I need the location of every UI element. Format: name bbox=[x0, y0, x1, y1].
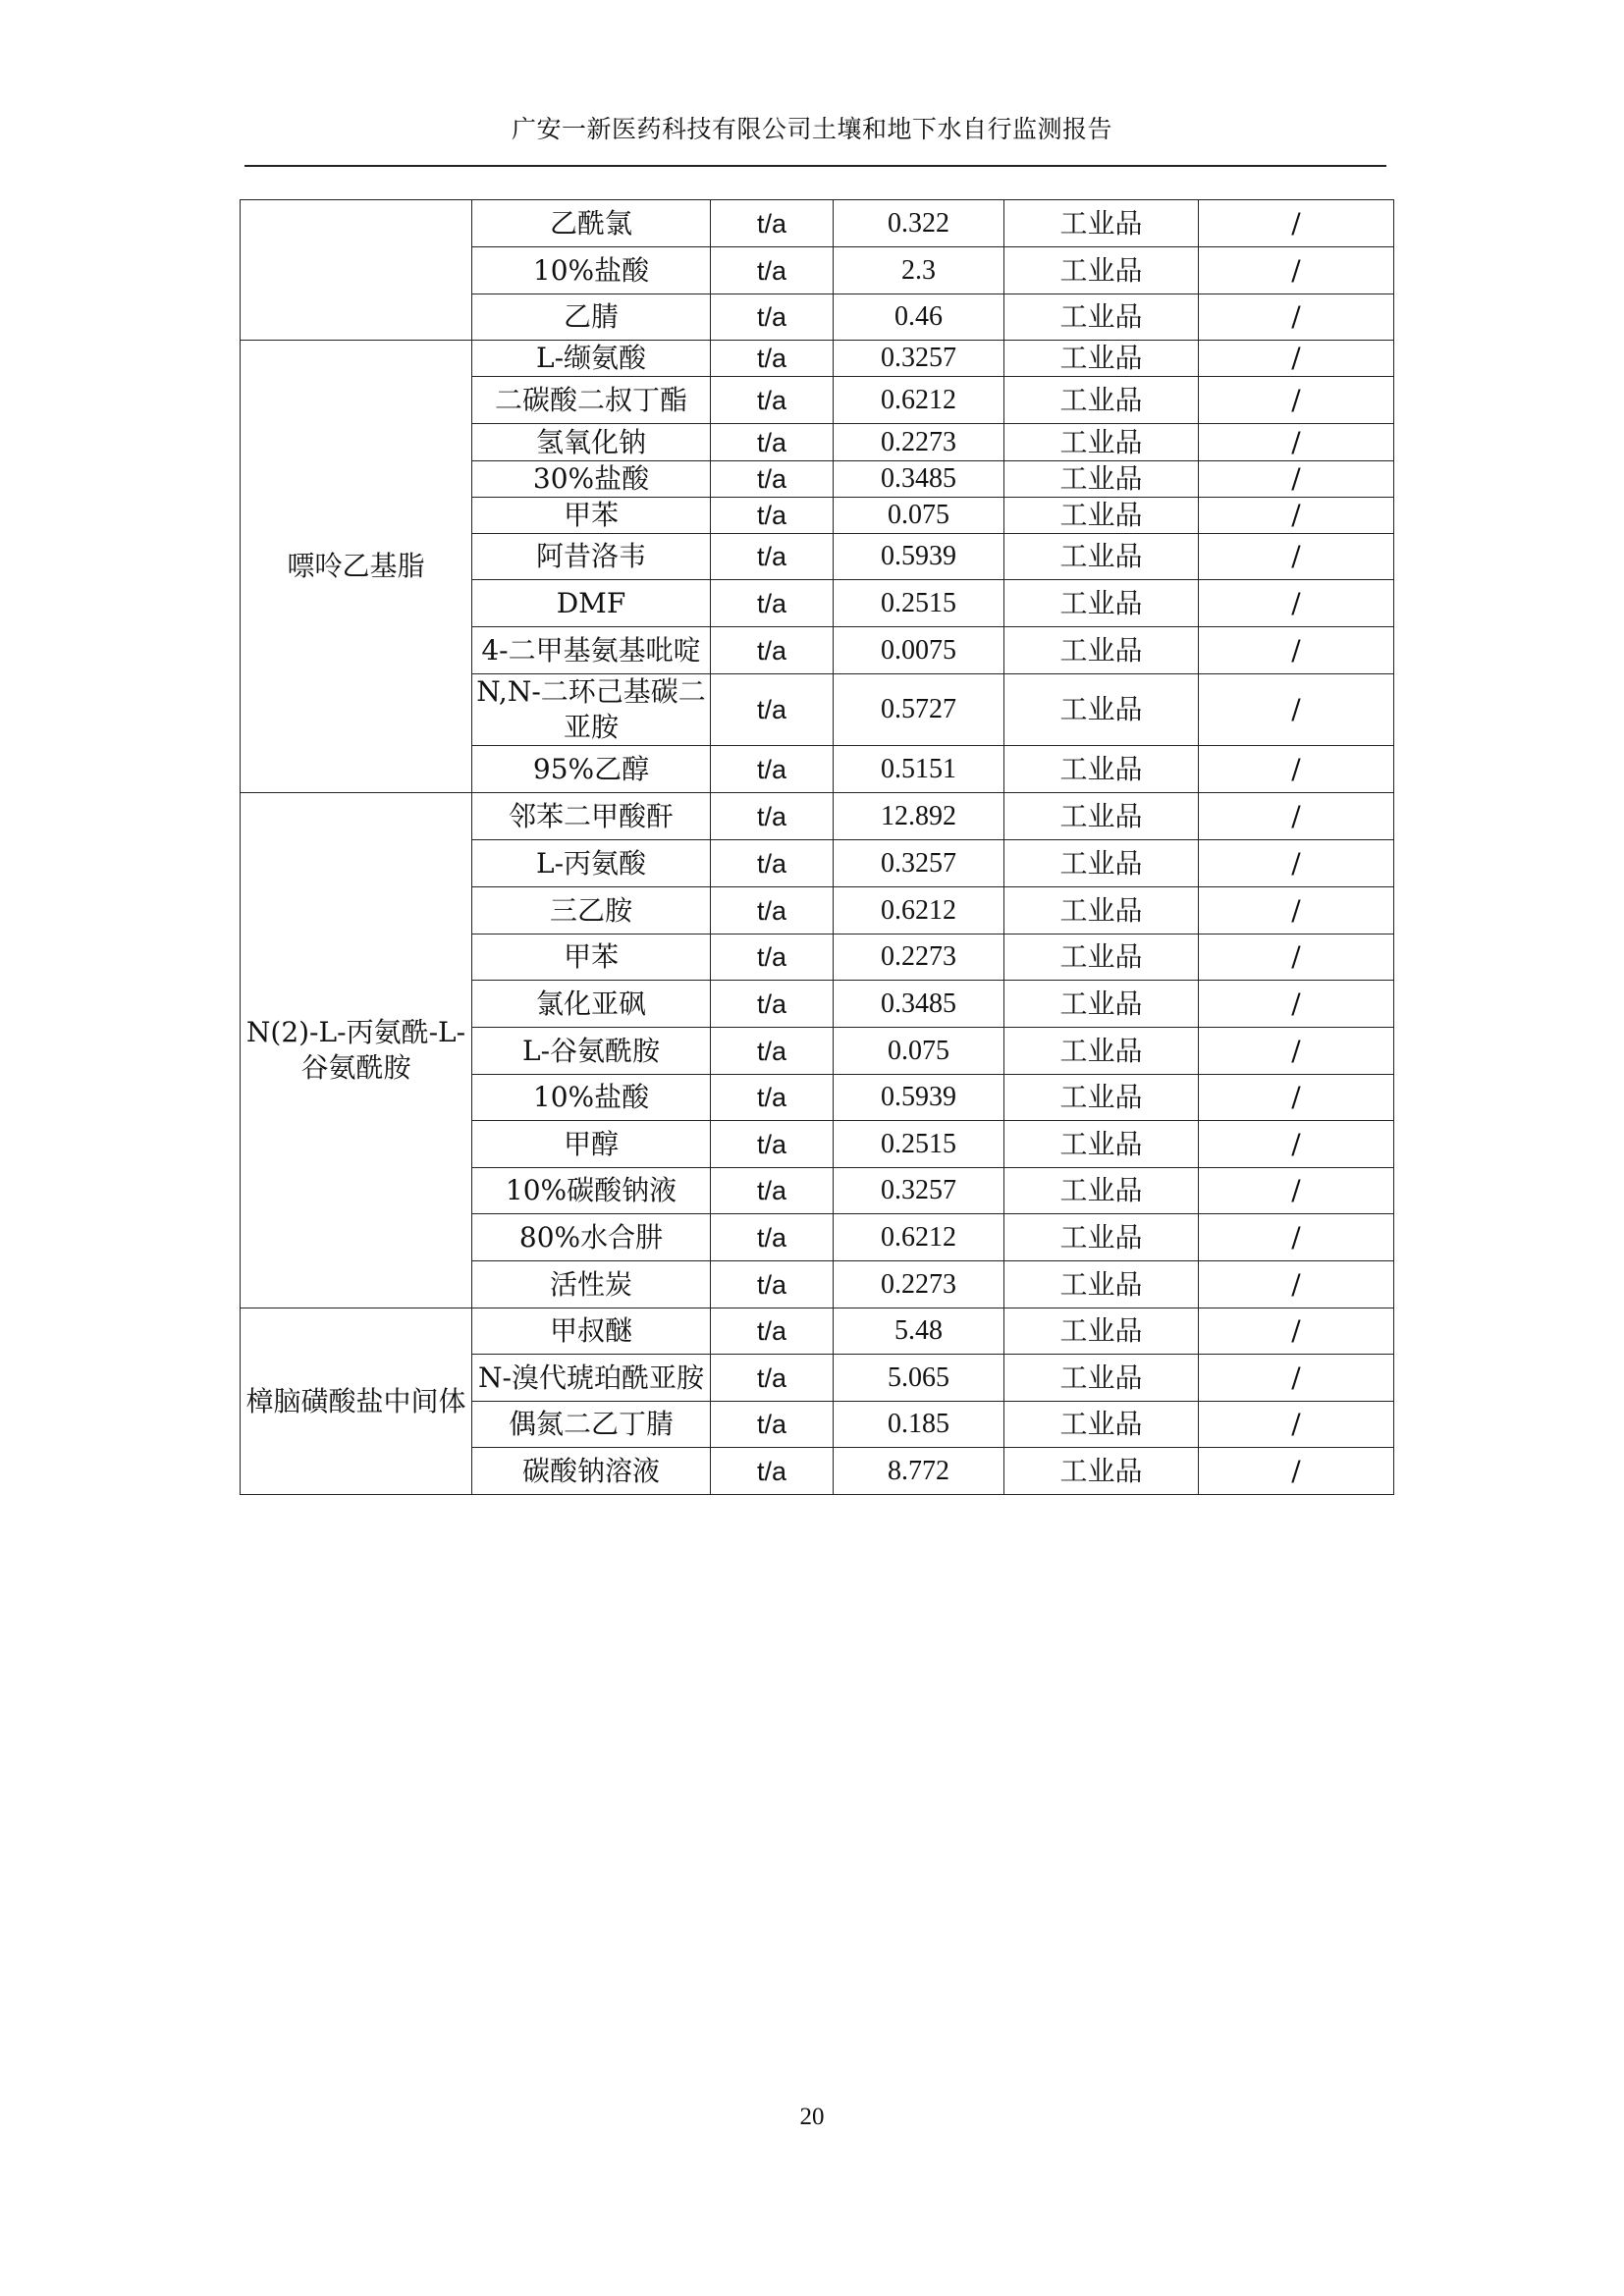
note-cell: / bbox=[1199, 934, 1394, 981]
grade-cell: 工业品 bbox=[1004, 1121, 1199, 1168]
unit-cell: t/a bbox=[711, 377, 834, 424]
amount-cell: 5.065 bbox=[834, 1355, 1004, 1402]
product-name-cell: 嘌呤乙基脂 bbox=[241, 341, 472, 793]
material-name-cell: 甲苯 bbox=[472, 934, 711, 981]
material-name-cell: N,N-二环己基碳二亚胺 bbox=[472, 674, 711, 746]
grade-cell: 工业品 bbox=[1004, 1214, 1199, 1261]
note-cell: / bbox=[1199, 887, 1394, 934]
unit-cell: t/a bbox=[711, 498, 834, 534]
unit-cell: t/a bbox=[711, 580, 834, 627]
material-name-cell: N-溴代琥珀酰亚胺 bbox=[472, 1355, 711, 1402]
header-divider bbox=[244, 165, 1386, 167]
note-cell: / bbox=[1199, 1214, 1394, 1261]
amount-cell: 0.5151 bbox=[834, 746, 1004, 793]
material-name-cell: 邻苯二甲酸酐 bbox=[472, 793, 711, 840]
unit-cell: t/a bbox=[711, 746, 834, 793]
amount-cell: 0.2273 bbox=[834, 424, 1004, 461]
note-cell: / bbox=[1199, 294, 1394, 341]
amount-cell: 0.46 bbox=[834, 294, 1004, 341]
table-row bbox=[241, 341, 1394, 377]
grade-cell: 工业品 bbox=[1004, 1075, 1199, 1121]
material-name-cell: 10%盐酸 bbox=[472, 1075, 711, 1121]
material-name-cell: 二碳酸二叔丁酯 bbox=[472, 377, 711, 424]
amount-cell: 0.3485 bbox=[834, 981, 1004, 1028]
unit-cell: t/a bbox=[711, 627, 834, 674]
amount-cell: 0.6212 bbox=[834, 1214, 1004, 1261]
note-cell: / bbox=[1199, 424, 1394, 461]
unit-cell: t/a bbox=[711, 793, 834, 840]
product-name-cell: 樟脑磺酸盐中间体 bbox=[241, 1308, 472, 1495]
amount-cell: 0.3257 bbox=[834, 840, 1004, 887]
amount-cell: 0.3485 bbox=[834, 461, 1004, 498]
note-cell: / bbox=[1199, 1261, 1394, 1308]
grade-cell: 工业品 bbox=[1004, 534, 1199, 580]
material-name-cell: 偶氮二乙丁腈 bbox=[472, 1402, 711, 1448]
grade-cell: 工业品 bbox=[1004, 887, 1199, 934]
material-name-cell: L-丙氨酸 bbox=[472, 840, 711, 887]
material-name-cell: 甲叔醚 bbox=[472, 1308, 711, 1355]
note-cell: / bbox=[1199, 1028, 1394, 1075]
amount-cell: 0.322 bbox=[834, 200, 1004, 247]
material-name-cell: 4-二甲基氨基吡啶 bbox=[472, 627, 711, 674]
unit-cell: t/a bbox=[711, 674, 834, 746]
raw-materials-table-body bbox=[241, 200, 1394, 1495]
product-name-cell: N(2)-L-丙氨酰-L-谷氨酰胺 bbox=[241, 793, 472, 1308]
unit-cell: t/a bbox=[711, 247, 834, 294]
unit-cell: t/a bbox=[711, 424, 834, 461]
amount-cell: 0.6212 bbox=[834, 377, 1004, 424]
unit-cell: t/a bbox=[711, 1028, 834, 1075]
amount-cell: 0.6212 bbox=[834, 887, 1004, 934]
grade-cell: 工业品 bbox=[1004, 580, 1199, 627]
material-name-cell: 活性炭 bbox=[472, 1261, 711, 1308]
note-cell: / bbox=[1199, 200, 1394, 247]
material-name-cell: 乙腈 bbox=[472, 294, 711, 341]
note-cell: / bbox=[1199, 247, 1394, 294]
grade-cell: 工业品 bbox=[1004, 840, 1199, 887]
note-cell: / bbox=[1199, 840, 1394, 887]
grade-cell: 工业品 bbox=[1004, 627, 1199, 674]
note-cell: / bbox=[1199, 793, 1394, 840]
material-name-cell: 10%碳酸钠液 bbox=[472, 1168, 711, 1214]
amount-cell: 0.2273 bbox=[834, 1261, 1004, 1308]
unit-cell: t/a bbox=[711, 1168, 834, 1214]
note-cell: / bbox=[1199, 534, 1394, 580]
grade-cell: 工业品 bbox=[1004, 1355, 1199, 1402]
material-name-cell: 甲苯 bbox=[472, 498, 711, 534]
material-name-cell: 95%乙醇 bbox=[472, 746, 711, 793]
unit-cell: t/a bbox=[711, 534, 834, 580]
grade-cell: 工业品 bbox=[1004, 1308, 1199, 1355]
report-header-title: 广安一新医药科技有限公司土壤和地下水自行监测报告 bbox=[511, 115, 1112, 143]
note-cell: / bbox=[1199, 580, 1394, 627]
amount-cell: 8.772 bbox=[834, 1448, 1004, 1495]
grade-cell: 工业品 bbox=[1004, 1402, 1199, 1448]
amount-cell: 0.185 bbox=[834, 1402, 1004, 1448]
grade-cell: 工业品 bbox=[1004, 934, 1199, 981]
note-cell: / bbox=[1199, 1168, 1394, 1214]
unit-cell: t/a bbox=[711, 1308, 834, 1355]
note-cell: / bbox=[1199, 1402, 1394, 1448]
unit-cell: t/a bbox=[711, 934, 834, 981]
amount-cell: 0.0075 bbox=[834, 627, 1004, 674]
grade-cell: 工业品 bbox=[1004, 341, 1199, 377]
note-cell: / bbox=[1199, 627, 1394, 674]
note-cell: / bbox=[1199, 498, 1394, 534]
table-row bbox=[241, 793, 1394, 840]
amount-cell: 12.892 bbox=[834, 793, 1004, 840]
unit-cell: t/a bbox=[711, 1214, 834, 1261]
unit-cell: t/a bbox=[711, 887, 834, 934]
material-name-cell: DMF bbox=[472, 580, 711, 627]
material-name-cell: 阿昔洛韦 bbox=[472, 534, 711, 580]
amount-cell: 0.2515 bbox=[834, 1121, 1004, 1168]
unit-cell: t/a bbox=[711, 1448, 834, 1495]
grade-cell: 工业品 bbox=[1004, 294, 1199, 341]
grade-cell: 工业品 bbox=[1004, 498, 1199, 534]
amount-cell: 2.3 bbox=[834, 247, 1004, 294]
amount-cell: 0.5727 bbox=[834, 674, 1004, 746]
amount-cell: 5.48 bbox=[834, 1308, 1004, 1355]
table-row bbox=[241, 200, 1394, 247]
unit-cell: t/a bbox=[711, 1121, 834, 1168]
amount-cell: 0.3257 bbox=[834, 341, 1004, 377]
material-name-cell: 碳酸钠溶液 bbox=[472, 1448, 711, 1495]
unit-cell: t/a bbox=[711, 1261, 834, 1308]
grade-cell: 工业品 bbox=[1004, 461, 1199, 498]
grade-cell: 工业品 bbox=[1004, 377, 1199, 424]
unit-cell: t/a bbox=[711, 1402, 834, 1448]
amount-cell: 0.5939 bbox=[834, 534, 1004, 580]
amount-cell: 0.2273 bbox=[834, 934, 1004, 981]
page-number: 20 bbox=[799, 2104, 825, 2130]
note-cell: / bbox=[1199, 746, 1394, 793]
note-cell: / bbox=[1199, 674, 1394, 746]
grade-cell: 工业品 bbox=[1004, 674, 1199, 746]
note-cell: / bbox=[1199, 1121, 1394, 1168]
unit-cell: t/a bbox=[711, 1075, 834, 1121]
amount-cell: 0.3257 bbox=[834, 1168, 1004, 1214]
grade-cell: 工业品 bbox=[1004, 1028, 1199, 1075]
unit-cell: t/a bbox=[711, 341, 834, 377]
unit-cell: t/a bbox=[711, 294, 834, 341]
amount-cell: 0.075 bbox=[834, 1028, 1004, 1075]
note-cell: / bbox=[1199, 377, 1394, 424]
material-name-cell: 氢氧化钠 bbox=[472, 424, 711, 461]
grade-cell: 工业品 bbox=[1004, 1261, 1199, 1308]
product-name-cell bbox=[241, 200, 472, 341]
grade-cell: 工业品 bbox=[1004, 746, 1199, 793]
grade-cell: 工业品 bbox=[1004, 1448, 1199, 1495]
note-cell: / bbox=[1199, 1308, 1394, 1355]
material-name-cell: L-缬氨酸 bbox=[472, 341, 711, 377]
material-name-cell: 三乙胺 bbox=[472, 887, 711, 934]
amount-cell: 0.5939 bbox=[834, 1075, 1004, 1121]
note-cell: / bbox=[1199, 461, 1394, 498]
note-cell: / bbox=[1199, 1075, 1394, 1121]
grade-cell: 工业品 bbox=[1004, 200, 1199, 247]
material-name-cell: 10%盐酸 bbox=[472, 247, 711, 294]
material-name-cell: 80%水合肼 bbox=[472, 1214, 711, 1261]
grade-cell: 工业品 bbox=[1004, 981, 1199, 1028]
material-name-cell: 甲醇 bbox=[472, 1121, 711, 1168]
note-cell: / bbox=[1199, 1355, 1394, 1402]
note-cell: / bbox=[1199, 981, 1394, 1028]
unit-cell: t/a bbox=[711, 461, 834, 498]
amount-cell: 0.075 bbox=[834, 498, 1004, 534]
material-name-cell: L-谷氨酰胺 bbox=[472, 1028, 711, 1075]
table-row bbox=[241, 1308, 1394, 1355]
unit-cell: t/a bbox=[711, 840, 834, 887]
material-name-cell: 氯化亚砜 bbox=[472, 981, 711, 1028]
grade-cell: 工业品 bbox=[1004, 1168, 1199, 1214]
material-name-cell: 30%盐酸 bbox=[472, 461, 711, 498]
unit-cell: t/a bbox=[711, 1355, 834, 1402]
grade-cell: 工业品 bbox=[1004, 793, 1199, 840]
note-cell: / bbox=[1199, 1448, 1394, 1495]
unit-cell: t/a bbox=[711, 981, 834, 1028]
amount-cell: 0.2515 bbox=[834, 580, 1004, 627]
raw-materials-table bbox=[240, 199, 1394, 1495]
grade-cell: 工业品 bbox=[1004, 424, 1199, 461]
note-cell: / bbox=[1199, 341, 1394, 377]
unit-cell: t/a bbox=[711, 200, 834, 247]
material-name-cell: 乙酰氯 bbox=[472, 200, 711, 247]
grade-cell: 工业品 bbox=[1004, 247, 1199, 294]
